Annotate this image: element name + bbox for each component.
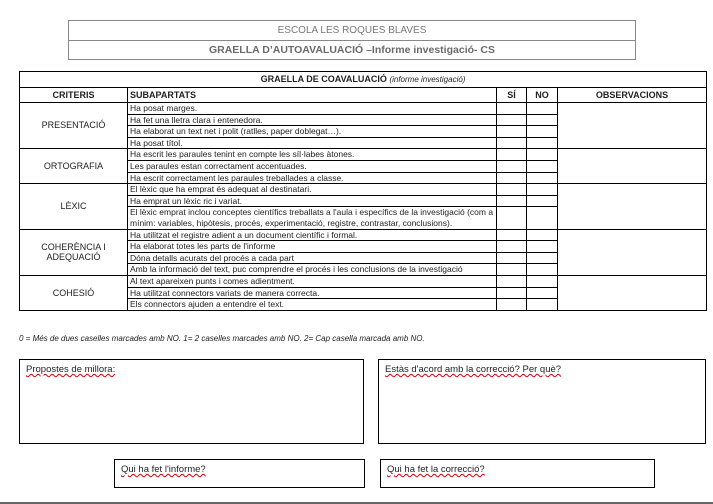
author-box[interactable] (114, 459, 365, 488)
subapartat-cell: Ha posat títol. (128, 137, 497, 149)
no-checkbox-cell[interactable] (527, 229, 558, 241)
column-header-si: SÍ (497, 88, 527, 103)
subapartat-cell: Els connectors ajuden a entendre el text. (128, 299, 497, 311)
criteri-cell: COHESIÓ (20, 275, 128, 310)
subapartat-cell: Ha escrit les paraules tenint en compte les síl·labes àtones. (128, 149, 497, 161)
observacions-cell[interactable] (558, 149, 707, 184)
si-checkbox-cell[interactable] (497, 114, 527, 126)
no-checkbox-cell[interactable] (527, 287, 558, 299)
si-checkbox-cell[interactable] (497, 207, 527, 229)
si-checkbox-cell[interactable] (497, 264, 527, 276)
agree-box[interactable] (378, 359, 706, 444)
column-header-no: NO (527, 88, 558, 103)
criteri-cell: COHERÈNCIA I ADEQUACIÓ (20, 229, 128, 275)
subapartat-cell: Les paraules estan correctament accentuades. (128, 160, 497, 172)
no-checkbox-cell[interactable] (527, 160, 558, 172)
si-checkbox-cell[interactable] (497, 126, 527, 138)
subapartat-cell: Ha fet una lletra clara i entenedora. (128, 114, 497, 126)
improvements-box[interactable] (19, 359, 364, 444)
table-header-row (20, 88, 707, 103)
observacions-cell[interactable] (558, 184, 707, 229)
subapartat-cell: Ha utilitzat connectors variats de manera correcta. (128, 287, 497, 299)
no-checkbox-cell[interactable] (527, 114, 558, 126)
observacions-cell[interactable] (558, 275, 707, 310)
table-caption (20, 72, 707, 88)
corrector-label: Qui ha fet la correcció? (387, 464, 485, 475)
observacions-cell[interactable] (558, 229, 707, 275)
document-header (68, 20, 636, 60)
subapartat-cell: El lèxic que ha emprat és adequat al destinatari. (128, 184, 497, 196)
subapartat-cell: El lèxic emprat inclou conceptes científics treballats a l'aula i específics de la investigació (com a mínim: variables, hipòtesis, procés, experimentació, registre, contrastar, conclusions). (128, 207, 497, 229)
scoring-legend: 0 = Més de dues caselles marcades amb NO. 1= 2 caselles marcades amb NO. 2= Cap casella marcada amb NO. (19, 334, 425, 343)
no-checkbox-cell[interactable] (527, 207, 558, 229)
criteri-cell: LÈXIC (20, 184, 128, 229)
criteri-cell: ORTOGRAFIA (20, 149, 128, 184)
no-checkbox-cell[interactable] (527, 172, 558, 184)
si-checkbox-cell[interactable] (497, 160, 527, 172)
agree-label: Estàs d'acord amb la correcció? Per què? (385, 364, 562, 375)
table-row (20, 229, 707, 241)
no-checkbox-cell[interactable] (527, 103, 558, 115)
si-checkbox-cell[interactable] (497, 252, 527, 264)
subapartat-cell: Al text apareixen punts i comes adientment. (128, 275, 497, 287)
no-checkbox-cell[interactable] (527, 126, 558, 138)
no-checkbox-cell[interactable] (527, 137, 558, 149)
subapartat-cell: Ha posat marges. (128, 103, 497, 115)
school-name: ESCOLA LES ROQUES BLAVES (69, 21, 635, 41)
subapartat-cell: Ha emprat un lèxic ric i variat. (128, 195, 497, 207)
column-header-subapartats: SUBAPARTATS (128, 88, 497, 103)
no-checkbox-cell[interactable] (527, 252, 558, 264)
si-checkbox-cell[interactable] (497, 229, 527, 241)
observacions-cell[interactable] (558, 103, 707, 149)
no-checkbox-cell[interactable] (527, 184, 558, 196)
subapartat-cell: Amb la informació del text, puc comprendre el procés i les conclusions de la investigació (128, 264, 497, 276)
si-checkbox-cell[interactable] (497, 149, 527, 161)
si-checkbox-cell[interactable] (497, 195, 527, 207)
improvements-label: Propostes de millora: (26, 364, 116, 375)
si-checkbox-cell[interactable] (497, 184, 527, 196)
no-checkbox-cell[interactable] (527, 149, 558, 161)
si-checkbox-cell[interactable] (497, 137, 527, 149)
criteri-cell: PRESENTACIÓ (20, 103, 128, 149)
si-checkbox-cell[interactable] (497, 287, 527, 299)
no-checkbox-cell[interactable] (527, 299, 558, 311)
subapartat-cell: Ha escrit correctament les paraules treballades a classe. (128, 172, 497, 184)
table-row (20, 103, 707, 115)
table-row (20, 184, 707, 196)
no-checkbox-cell[interactable] (527, 275, 558, 287)
caption-title: GRAELLA DE COAVALUACIÓ (260, 74, 387, 84)
si-checkbox-cell[interactable] (497, 299, 527, 311)
column-header-observacions: OBSERVACIONS (558, 88, 707, 103)
subapartat-cell: Ha utilitzat el registre adient a un document científic i formal. (128, 229, 497, 241)
si-checkbox-cell[interactable] (497, 172, 527, 184)
document-title: GRAELLA D’AUTOAVALUACIÓ –Informe investigació- CS (208, 44, 496, 56)
no-checkbox-cell[interactable] (527, 264, 558, 276)
table-row (20, 275, 707, 287)
caption-subtitle: (informe investigació) (389, 75, 466, 84)
subapartat-cell: Ha elaborat totes les parts de l'informe (128, 241, 497, 253)
subapartat-cell: Ha elaborat un text net i polit (ratlles, paper doblegat…). (128, 126, 497, 138)
si-checkbox-cell[interactable] (497, 103, 527, 115)
si-checkbox-cell[interactable] (497, 241, 527, 253)
subapartat-cell: Dóna detalls acurats del procés a cada part (128, 252, 497, 264)
no-checkbox-cell[interactable] (527, 195, 558, 207)
coevaluation-table (19, 71, 707, 311)
corrector-box[interactable] (380, 459, 655, 488)
column-header-criteris: CRITERIS (20, 88, 128, 103)
table-row (20, 149, 707, 161)
no-checkbox-cell[interactable] (527, 241, 558, 253)
author-label: Qui ha fet l'informe? (121, 464, 206, 475)
table-caption-row (20, 72, 707, 88)
si-checkbox-cell[interactable] (497, 275, 527, 287)
